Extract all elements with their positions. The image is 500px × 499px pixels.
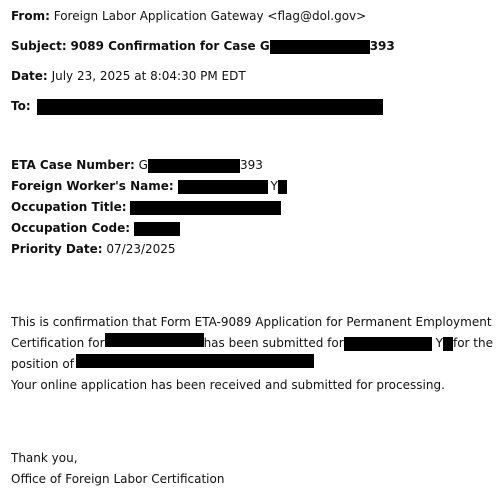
submitted-for-text: has been submitted for (203, 336, 344, 350)
certification-for-text: Certification for (11, 336, 105, 350)
paragraph-line-1 (11, 312, 493, 333)
worker-name-field (11, 178, 287, 194)
priority-date-value: 07/23/2025 (106, 242, 176, 256)
case-number-label: ETA Case Number: (11, 158, 135, 172)
subject-prefix: 9089 Confirmation for Case G (70, 39, 270, 53)
redacted-employer-name (105, 333, 204, 347)
worker-name-inline (344, 333, 453, 354)
paragraph-line-1-text: This is confirmation that Form ETA-9089 Application for Permanent Employment (11, 315, 492, 329)
occupation-title-label: Occupation Title: (11, 200, 127, 214)
redacted-recipient (37, 99, 383, 115)
worker-inline-suffix: Y (435, 336, 443, 350)
case-number-prefix: G (138, 158, 148, 172)
from-value[interactable]: Foreign Labor Application Gateway <flag@dol.gov> (53, 9, 367, 23)
redacted-worker-inline-initial (443, 337, 453, 351)
for-the-text: for the (452, 336, 493, 350)
subject-suffix: 393 (369, 39, 395, 53)
worker-name-label: Foreign Worker's Name: (11, 179, 174, 193)
thanks-text: Thank you, (11, 451, 78, 465)
redacted-worker-name (178, 180, 268, 194)
occupation-code-field (11, 220, 180, 236)
redacted-position (76, 354, 314, 368)
redacted-worker-name-inline (344, 337, 432, 351)
to-label: To: (11, 99, 31, 113)
case-number-field (11, 157, 263, 173)
date-line (11, 68, 246, 84)
paragraph-line-2 (11, 333, 493, 354)
priority-date-label: Priority Date: (11, 242, 103, 256)
redacted-occupation-title (130, 201, 281, 215)
date-value: July 23, 2025 at 8:04:30 PM EDT (51, 69, 246, 83)
redacted-occupation-code (134, 222, 180, 236)
from-line (11, 8, 366, 24)
occupation-title-field (11, 199, 281, 215)
paragraph-line-4 (11, 375, 493, 396)
worker-name-suffix: Y (270, 179, 278, 193)
redacted-case-number (148, 159, 240, 173)
redacted-worker-initial (278, 180, 287, 194)
date-label: Date: (11, 69, 48, 83)
priority-date-field (11, 241, 176, 257)
office-text: Office of Foreign Labor Certification (11, 472, 225, 486)
subject-line (11, 38, 395, 54)
case-number-suffix: 393 (239, 158, 263, 172)
from-label: From: (11, 9, 50, 23)
occupation-code-label: Occupation Code: (11, 221, 131, 235)
position-of-text: position of (11, 357, 74, 371)
confirmation-paragraph (11, 312, 493, 396)
redacted-subject-case-number (270, 40, 370, 54)
paragraph-line-4-text: Your online application has been received and submitted for processing. (11, 378, 445, 392)
to-line (11, 98, 383, 115)
signature-thanks (11, 450, 78, 466)
subject-label: Subject: (11, 39, 67, 53)
signature-office (11, 471, 224, 487)
paragraph-line-3 (11, 354, 493, 375)
